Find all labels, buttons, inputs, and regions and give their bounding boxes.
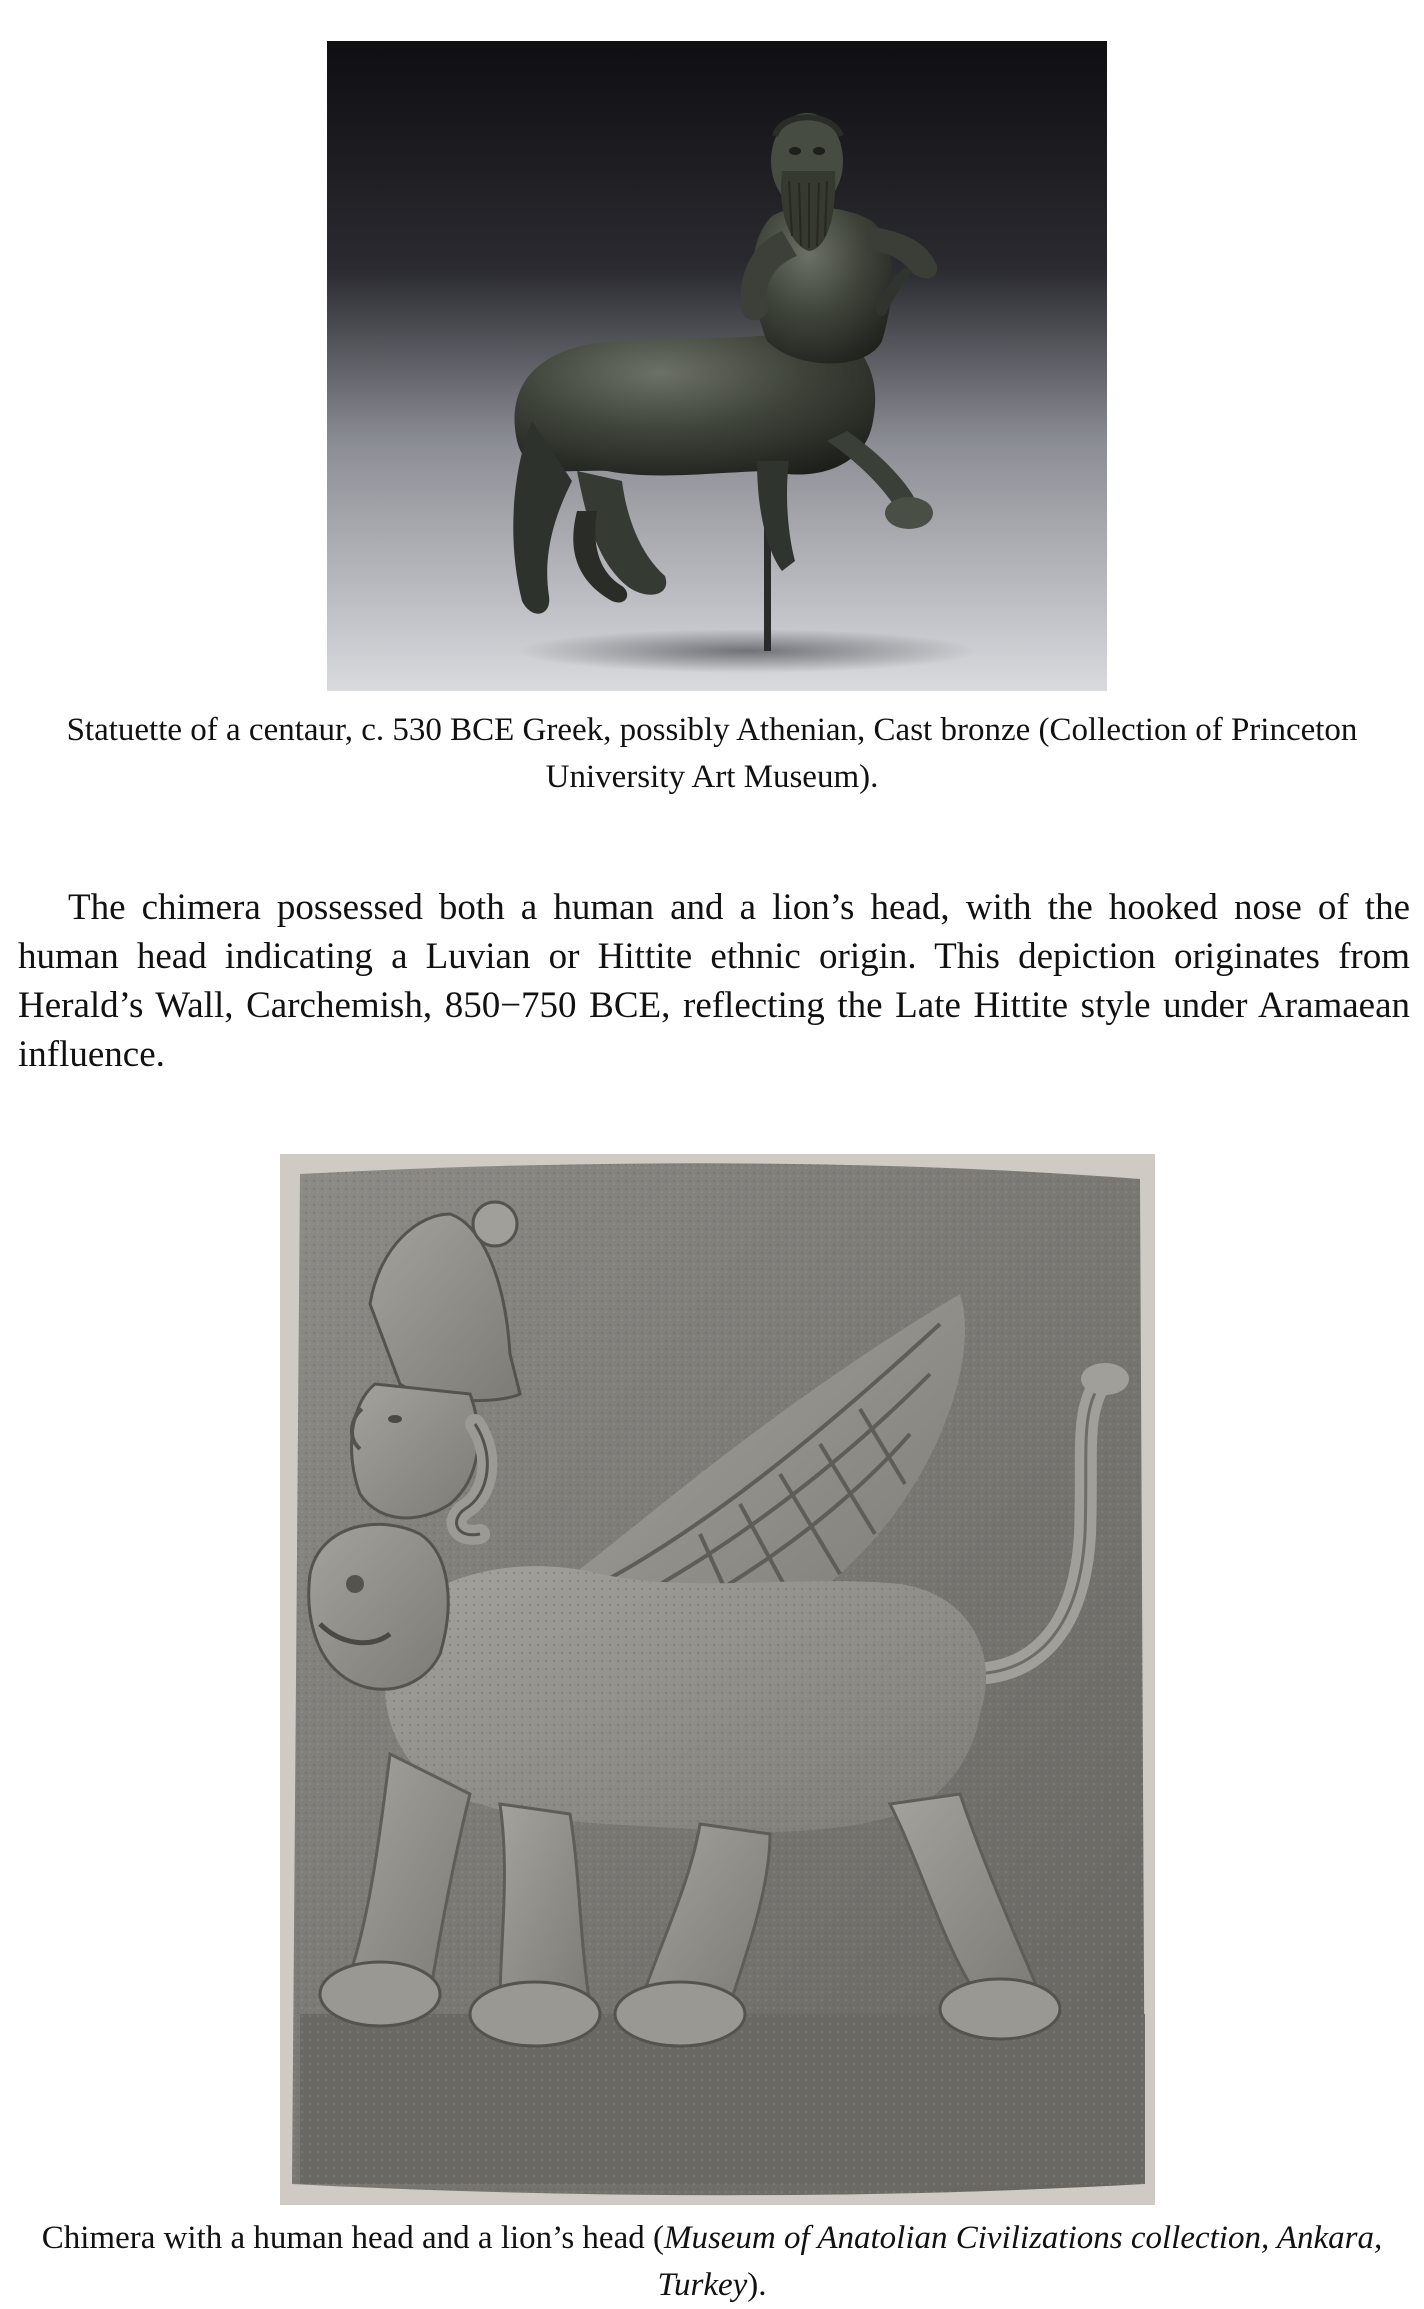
caption-text: Chimera with a human head and a lion’s head ( xyxy=(41,2220,664,2256)
chimera-relief-image xyxy=(280,1154,1155,2205)
centaur-statuette-image xyxy=(327,41,1107,691)
caption-collection-italic: Museum of Anatolian Civilizations collection, Ankara, Turkey xyxy=(657,2220,1383,2303)
figure-caption-chimera xyxy=(10,2215,1414,2309)
caption-closing: ). xyxy=(747,2267,767,2303)
figure-caption-centaur: Statuette of a centaur, c. 530 BCE Greek, possibly Athenian, Cast bronze (Collection of Princeton University Art Museum). xyxy=(66,712,1358,795)
chimera-relief-photo xyxy=(280,1154,1155,2205)
body-paragraph: The chimera possessed both a human and a lion’s head, with the hooked nose of the human head indicating a Luvian or Hittite ethnic origin. This depiction originates from Herald’s Wall, Carchemish, 850−750 BCE, reflecting the Late Hittite style under Aramaean influence. xyxy=(18,887,1410,1075)
centaur-statuette-photo xyxy=(327,41,1107,691)
